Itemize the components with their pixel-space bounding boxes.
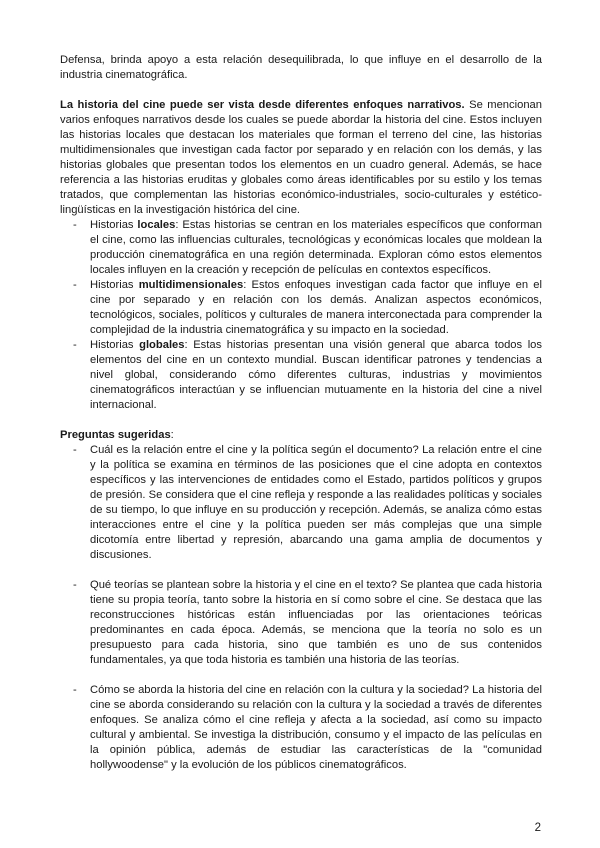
intro-paragraph: Defensa, brinda apoyo a esta relación desequilibrada, lo que influye en el desarrollo de la industria cinematográfica. [60,54,542,81]
list-item: - Historias multidimensionales: Estos enfoques investigan cada factor que influye en el cine por separado y en relación con los demás. Analizan aspectos económicos, tecnológicos, sociales, políticos y culturales de manera interconectada para comprender la complejidad de la industria cinematográfica y su impacto en la sociedad. [60,278,542,338]
document-page [60,53,542,788]
suggested-questions-list [60,443,542,773]
question-item: - Qué teorías se plantean sobre la historia y el cine en el texto? Se plantea que cada historia tiene su propia teoría, tanto sobre la historia en sí como sobre el cine. Se destaca que las reconstrucciones históricas están influenciadas por las orientaciones teóricas predominantes en cada época. Además, se menciona que la teoría no solo es un presupuesto para cada historia, sino que también es uno de sus contenidos fundamentales, ya que toda historia es también una historia de las teorías. [60,578,542,668]
list-item: - Historias locales: Estas historias se centran en los materiales específicos que conforman el cine, como las influencias culturales, tecnológicas y económicas locales que moldean la producción cinematográfica en una región determinada. Exploran cómo estos elementos locales influyen en la creación y recepción de películas en contextos específicos. [60,218,542,278]
question-item: - Cuál es la relación entre el cine y la política según el documento? La relación entre el cine y la política se examina en términos de las posiciones que el cine adopta en contextos específicos y las intervenciones de entidades como el Estado, partidos políticos y grupos de presión. Se considera que el cine refleja y responde a las realidades políticas y sociales de su tiempo, lo que influye en su producción y recepción. Además, se analiza cómo estas interacciones entre el cine y la política pueden ser más complejas que una simple dicotomía entre libertad y represión, abarcando una gama amplia de documentos y discusiones. [60,443,542,563]
section-narrative-lead: La historia del cine puede ser vista desde diferentes enfoques narrativos. [60,99,465,111]
page-number: 2 [534,822,541,834]
section-narrative-paragraph [60,98,542,218]
list-item-keyword: locales [137,219,176,231]
question-item: - Cómo se aborda la historia del cine en relación con la cultura y la sociedad? La historia del cine se aborda considerando su relación con la cultura y la sociedad a través de diferentes enfoques. Se analiza cómo el cine refleja y afecta a la sociedad, así como su impacto cultural y ambiental. Se investiga la distribución, consumo y el impacto de las películas en la opinión pública, además de estudiar las características de la "comunidad hollywoodense" y la evolución de los públicos cinematográficos. [60,683,542,773]
narrative-approaches-list [60,218,542,413]
list-item: - Historias globales: Estas historias presentan una visión general que abarca todos los elementos del cine en un contexto mundial. Buscan identificar patrones y tendencias a nivel global, considerando cómo diferentes culturas, industrias y movimientos cinematográficos interactúan y se influencian mutuamente en la historia del cine a nivel internacional. [60,338,542,413]
list-item-keyword: multidimensionales [138,279,244,291]
list-item-keyword: globales [139,339,185,351]
suggested-questions-heading: Preguntas sugeridas: [60,429,174,441]
section-narrative-body: Se mencionan varios enfoques narrativos desde los cuales se puede abordar la historia del cine. Estos incluyen las historias locales que destacan los materiales que forman el terreno del cine, las historias multidimensionales que investigan cada factor por separado y en relación con los demás, y las historias globales que presentan todos los elementos en un cuadro general. Además, se hace referencia a las historias eruditas y globales como áreas identificables por su estilo y los temas tratados, que complementan las historias económico-industriales, socio-culturales y estético-lingüísticas en la investigación histórica del cine. [60,99,542,216]
